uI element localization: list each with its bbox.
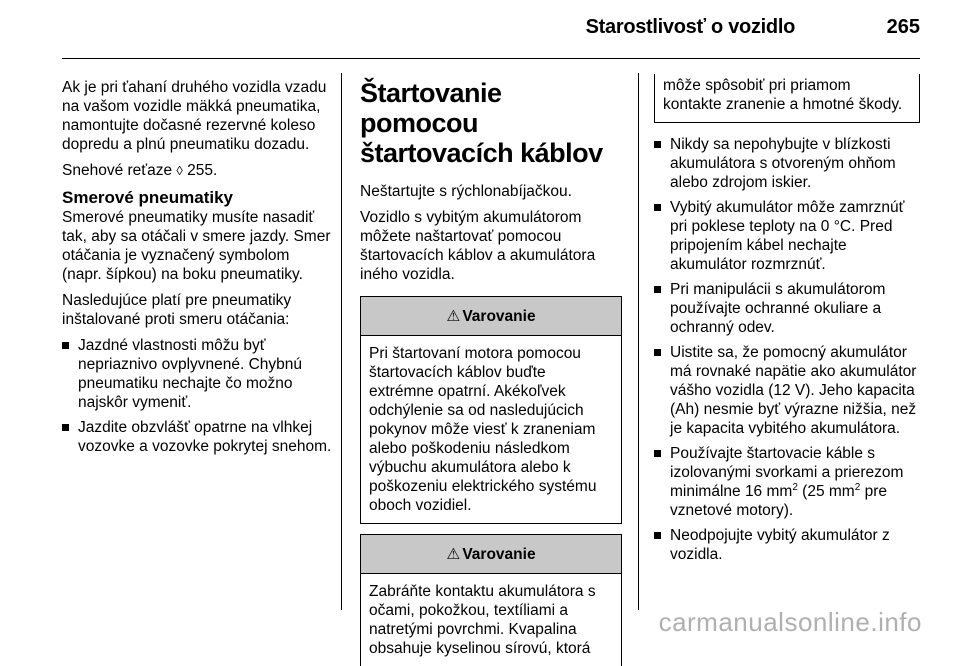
superscript: 2 bbox=[854, 481, 861, 493]
column-divider bbox=[341, 73, 342, 610]
watermark: carmanualsonline.info bbox=[658, 607, 922, 637]
list-item-text: Jazdite obzvlášť opatrne na vlhkej vozovke a vozovke pokrytej snehom. bbox=[78, 419, 332, 455]
warning-body: Zabráňte kontaktu akumulátora s očami, pokožkou, textíliami a natretými povrchmi. Kvapalina obsahuje kyselinou sírovú, ktorá bbox=[369, 583, 596, 657]
warning-icon: ⚠ bbox=[446, 545, 461, 563]
bullet-icon bbox=[654, 450, 661, 457]
warning-body: Pri štartovaní motora pomocou štartovacích káblov buďte extrémne opatrní. Akékoľvek odchýlenie sa od nasledujúcich pokynov môže viesť k zraneniam alebo poškodeniu následkom výbuchu akumulátora alebo k poškozeniu elektrického systému oboch vozidiel. bbox=[369, 345, 597, 514]
list-item-text: Nikdy sa nepohybujte v blízkosti akumulátora s otvoreným ohňom alebo zdrojom iskier. bbox=[670, 136, 896, 191]
list-item bbox=[654, 526, 920, 564]
snow-chains-page-ref[interactable]: 255. bbox=[187, 162, 218, 179]
list-item bbox=[654, 280, 920, 337]
column-right bbox=[654, 78, 920, 571]
bullet-list bbox=[62, 336, 332, 456]
warning-box bbox=[360, 296, 622, 524]
column-middle bbox=[360, 78, 622, 666]
bullet-icon bbox=[654, 349, 661, 356]
column-left bbox=[62, 78, 332, 463]
warning-header bbox=[361, 297, 621, 336]
warning-title: Varovanie bbox=[462, 545, 536, 563]
warning-title: Varovanie bbox=[462, 307, 536, 325]
paragraph-directional: Smerové pneumatiky musíte nasadiť tak, aby sa otáčali v smere jazdy. Smer otáčania je vyznačený symbolom (napr. šípkou) na boku pneumatiky. bbox=[62, 209, 331, 283]
bullet-icon bbox=[654, 204, 661, 211]
paragraph-jump-start-intro: Vozidlo s vybitým akumulátorom môžete naštartovať pomocou štartovacích káblov a akumulátora iného vozidla. bbox=[360, 209, 596, 283]
paragraph-towing: Ak je pri ťahaní druhého vozidla vzadu na vašom vozidle mäkká pneumatika, namontujte dočasné rezervné koleso dopredu a plnú pneumatiku dozadu. bbox=[62, 79, 327, 153]
list-item-text: Uistite sa, že pomocný akumulátor má rovnaké napätie ako akumulátor vášho vozidla (12 V). Jeho kapacita (Ah) nesmie byť výrazne nižšia, než je kapacita vybitého akumulátora. bbox=[670, 344, 917, 437]
list-item-text: Neodpojujte vybitý akumulátor z vozidla. bbox=[670, 527, 890, 563]
superscript: 2 bbox=[792, 481, 798, 493]
list-item bbox=[654, 343, 920, 438]
heading-directional-tyres: Smerové pneumatiky bbox=[62, 188, 234, 207]
paragraph-no-fast-charger: Neštartujte s rýchlonabíjačkou. bbox=[360, 183, 572, 200]
paragraph-reverse-mounted: Nasledujúce platí pre pneumatiky inštalované proti smeru otáčania: bbox=[62, 292, 292, 328]
list-item bbox=[654, 198, 920, 274]
paragraph-snow-chains bbox=[62, 161, 332, 180]
page-header-title: Starostlivosť o vozidlo bbox=[585, 16, 795, 38]
bullet-list bbox=[654, 135, 920, 564]
list-item bbox=[62, 418, 332, 456]
warning-continuation: môže spôsobiť pri priamom kontakte zranenie a hmotné škody. bbox=[654, 74, 920, 123]
list-item-text: Používajte štartovacie káble s izolovanými svorkami a prierezom minimálne 16 mm bbox=[670, 445, 904, 500]
list-item-text: pre vznetové motory). bbox=[670, 483, 887, 519]
bullet-icon bbox=[62, 424, 69, 431]
warning-box bbox=[360, 534, 622, 666]
list-item-text: (25 mm bbox=[797, 483, 855, 500]
bullet-icon bbox=[654, 141, 661, 148]
list-item bbox=[654, 444, 920, 520]
column-divider bbox=[638, 73, 639, 610]
bullet-icon bbox=[654, 286, 661, 293]
page-number: 265 bbox=[886, 16, 920, 38]
warning-header bbox=[361, 535, 621, 574]
heading-jump-start: Štartovanie pomocou štartovacích káblov bbox=[360, 78, 603, 168]
list-item-text: Pri manipulácii s akumulátorom používajte ochranné okuliare a ochranný odev. bbox=[670, 281, 886, 336]
list-item-text: Jazdné vlastnosti môžu byť nepriaznivo ovplyvnené. Chybnú pneumatiku nechajte čo možno najskôr vymeniť. bbox=[78, 337, 303, 411]
bullet-icon bbox=[62, 342, 69, 349]
bullet-icon bbox=[654, 532, 661, 539]
list-item bbox=[654, 135, 920, 192]
header-rule bbox=[62, 58, 920, 59]
reference-arrow-icon: ◊ bbox=[176, 163, 183, 178]
warning-icon: ⚠ bbox=[446, 307, 461, 325]
snow-chains-text: Snehové reťaze bbox=[62, 162, 173, 179]
list-item-text: Vybitý akumulátor môže zamrznúť pri poklese teploty na 0 °C. Pred pripojením kábel nechajte akumulátor rozmrznúť. bbox=[670, 199, 905, 273]
list-item bbox=[62, 336, 332, 412]
